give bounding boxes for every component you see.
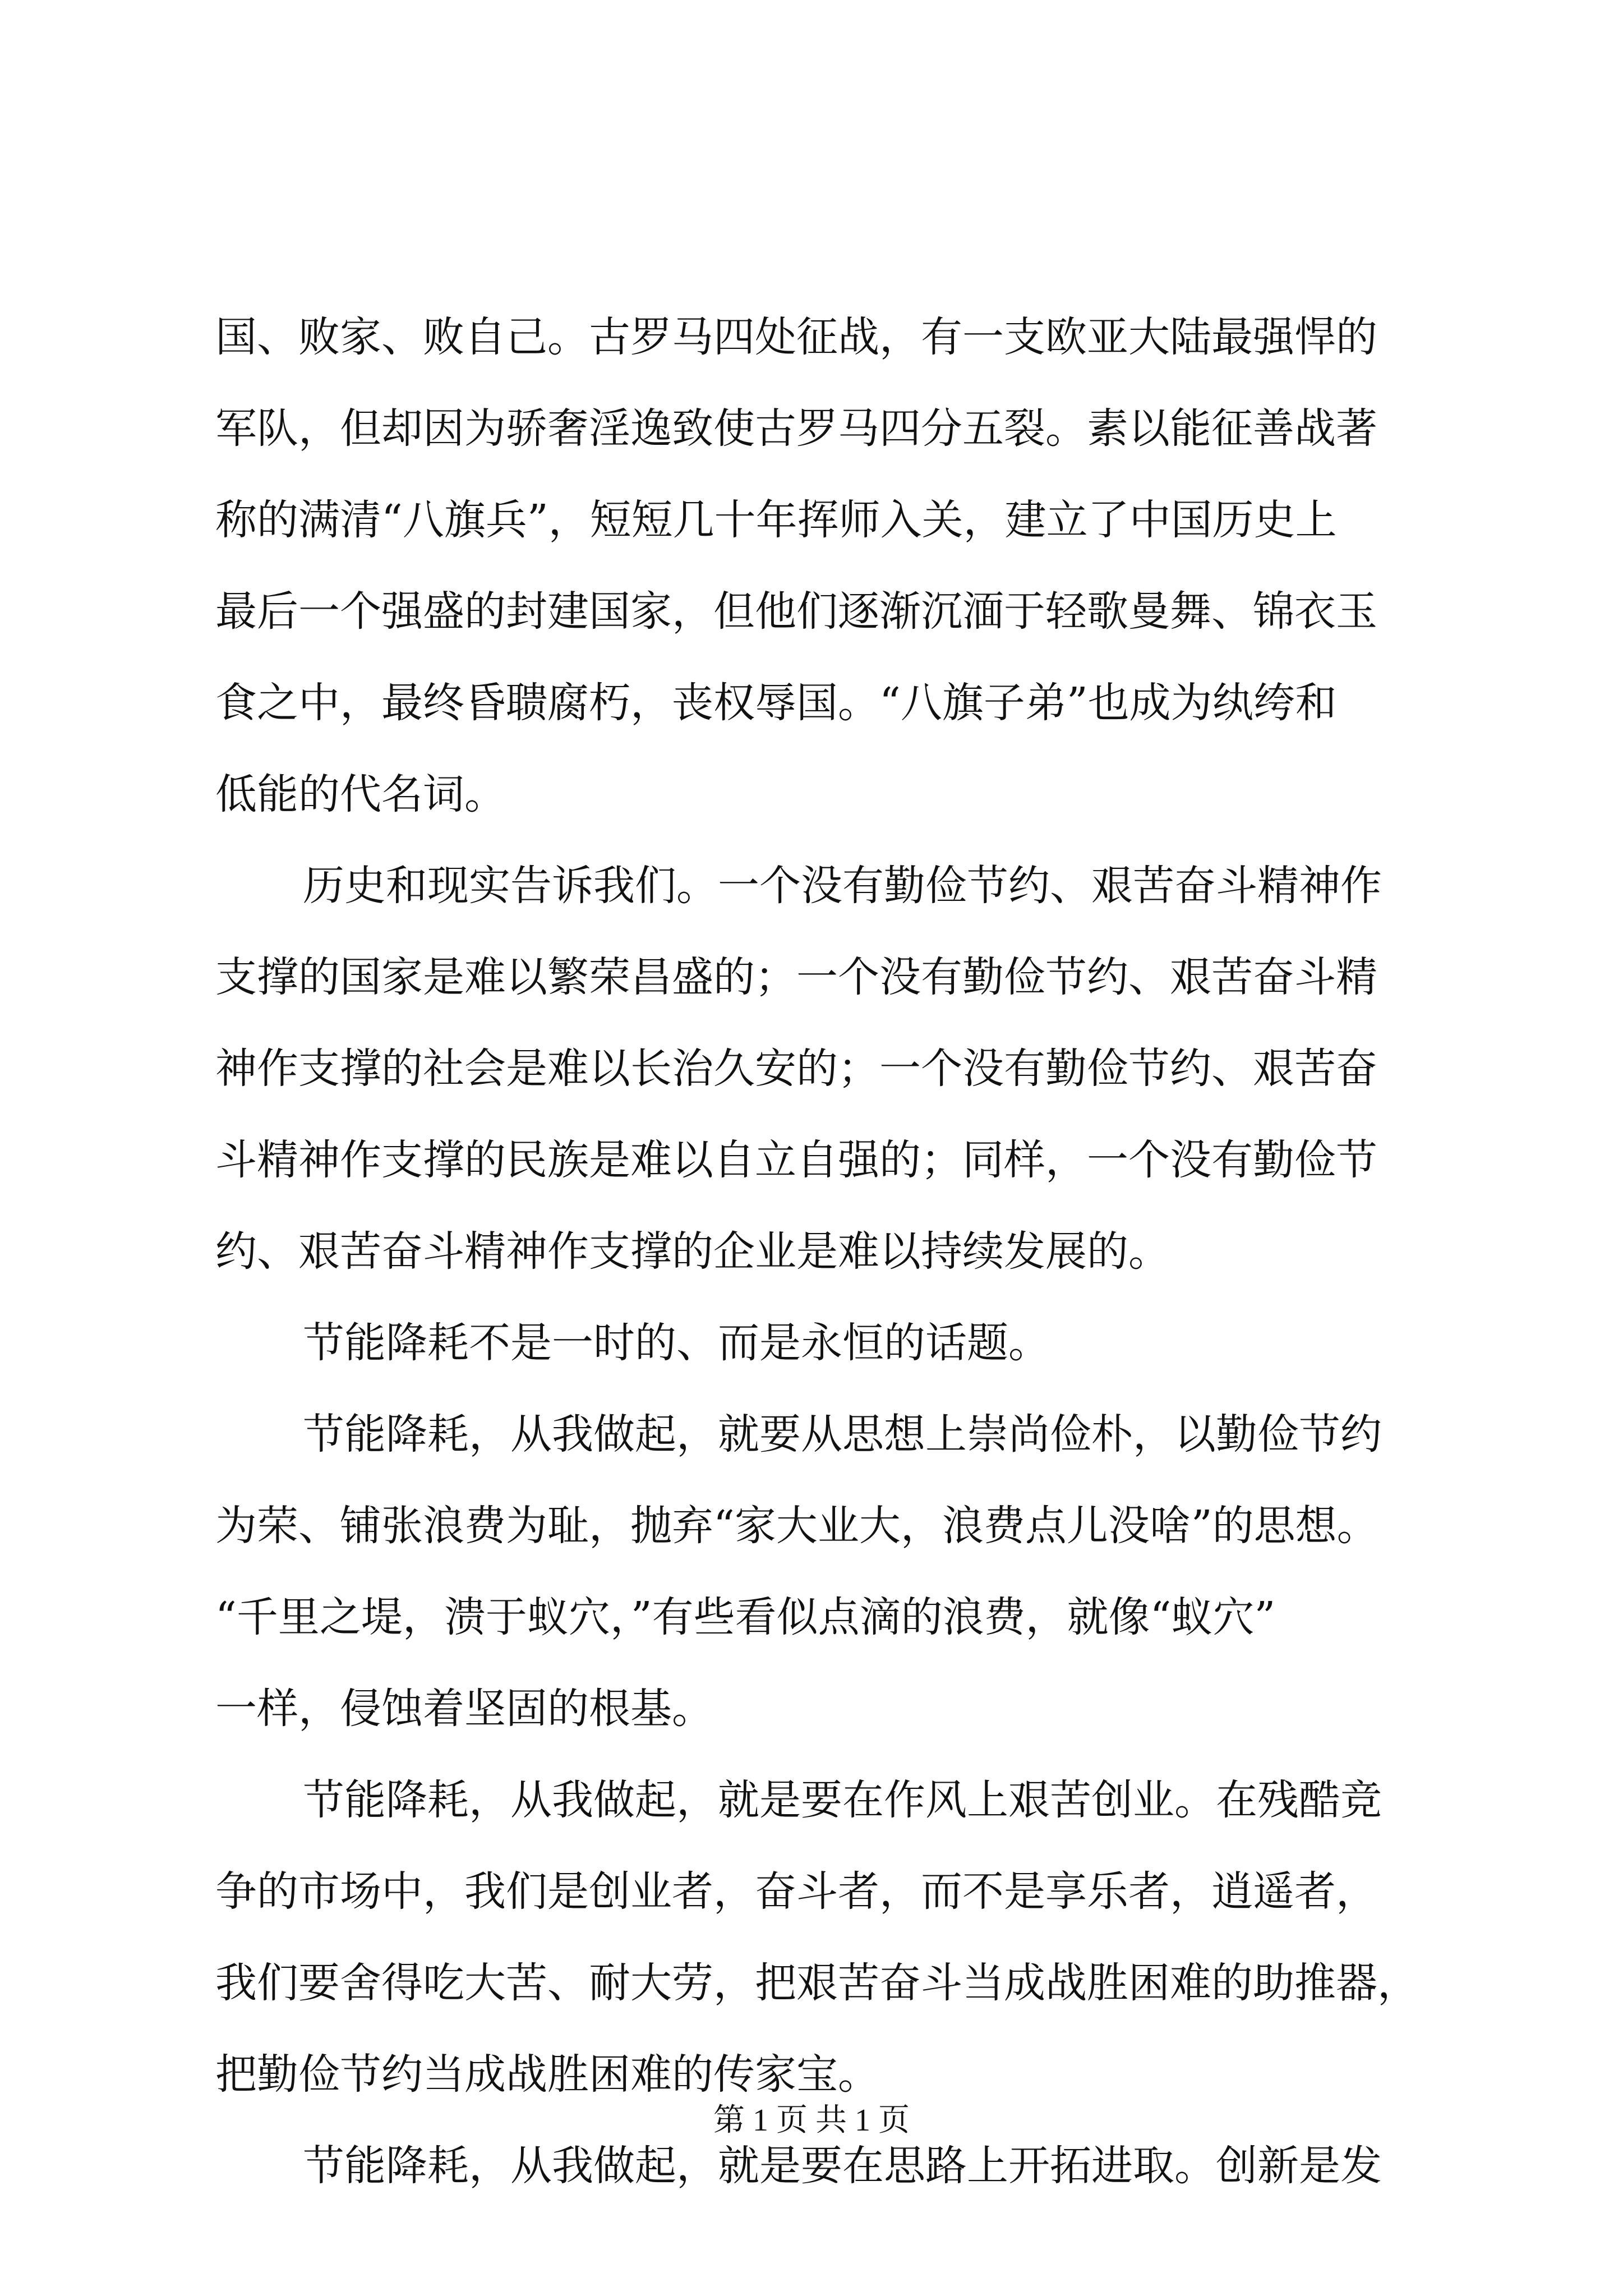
text-line: 把勤俭节约当成战胜困难的传家宝。 — [215, 2050, 879, 2099]
text-line: 一样，侵蚀着坚固的根基。 — [215, 1685, 713, 1733]
text-line: 节能降耗不是一时的、而是永恒的话题。 — [303, 1319, 1050, 1367]
text-line: 军队，但却因为骄奢淫逸致使古罗马四分五裂。素以能征善战著 — [215, 404, 1377, 453]
page-footer: 第 1 页 共 1 页 — [713, 2103, 910, 2138]
text-line: 为荣、铺张浪费为耻，抛弃“家大业大，浪费点儿没啥”的思想。 — [215, 1502, 1378, 1550]
text-line: 称的满清“八旗兵”，短短几十年挥师入关，建立了中国历史上 — [215, 496, 1337, 544]
text-line: 最后一个强盛的封建国家，但他们逐渐沉湎于轻歌曼舞、锦衣玉 — [215, 587, 1377, 636]
text-line: 节能降耗，从我做起，就是要在思路上开拓进取。创新是发 — [303, 2142, 1382, 2190]
text-line: 支撑的国家是难以繁荣昌盛的；一个没有勤俭节约、艰苦奋斗精 — [215, 953, 1377, 1001]
text-line: 历史和现实告诉我们。一个没有勤俭节约、艰苦奋斗精神作 — [303, 862, 1382, 910]
document-body — [215, 292, 1419, 2212]
text-line: 神作支撑的社会是难以长治久安的；一个没有勤俭节约、艰苦奋 — [215, 1045, 1377, 1093]
text-line: 斗精神作支撑的民族是难以自立自强的；同样，一个没有勤俭节 — [215, 1136, 1377, 1184]
text-line: 节能降耗，从我做起，就是要在作风上艰苦创业。在残酷竞 — [303, 1776, 1382, 1824]
text-line: 节能降耗，从我做起，就要从思想上崇尚俭朴，以勤俭节约 — [303, 1410, 1382, 1458]
text-line: 食之中，最终昏聩腐朽，丧权辱国。“八旗子弟”也成为纨绔和 — [215, 679, 1337, 727]
text-line: 低能的代名词。 — [215, 770, 506, 818]
text-line: 约、艰苦奋斗精神作支撑的企业是难以持续发展的。 — [215, 1227, 1170, 1276]
text-line: “千里之堤，溃于蚁穴，”有些看似点滴的浪费，就像“蚁穴” — [215, 1593, 1276, 1641]
text-line: 我们要舍得吃大苦、耐大劳，把艰苦奋斗当成战胜困难的助推器， — [215, 1959, 1419, 2007]
text-line: 国、败家、败自己。古罗马四处征战，有一支欧亚大陆最强悍的 — [215, 313, 1377, 361]
text-line: 争的市场中，我们是创业者，奋斗者，而不是享乐者，逍遥者， — [215, 1867, 1377, 1916]
